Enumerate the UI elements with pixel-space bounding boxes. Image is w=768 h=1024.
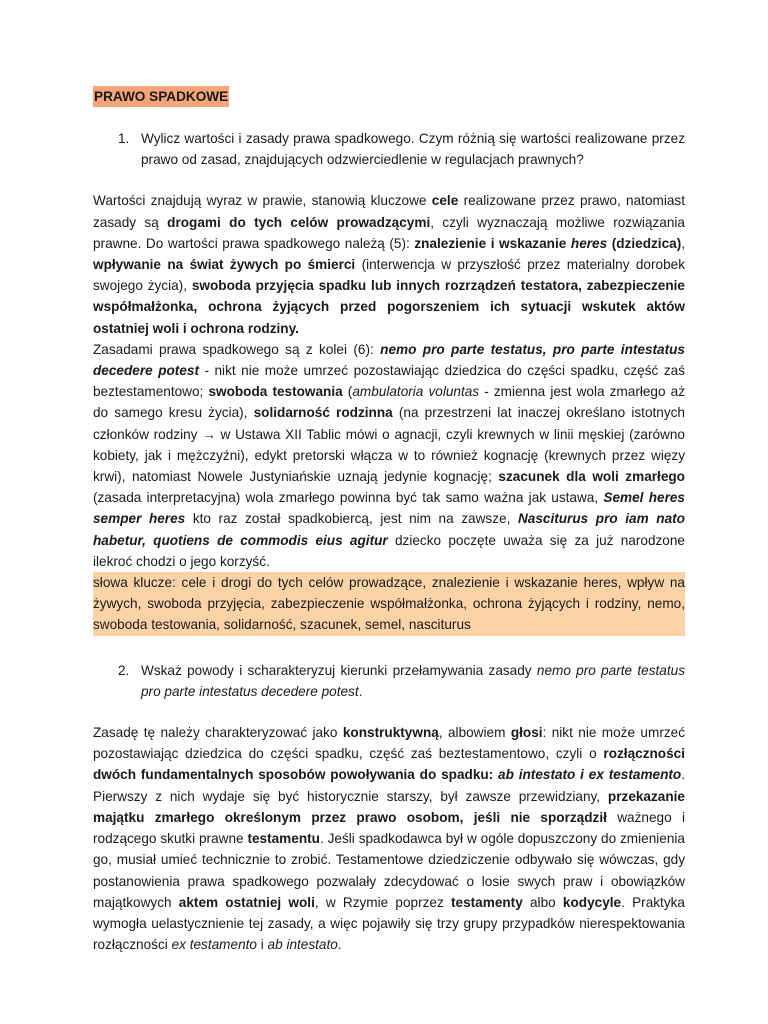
- keywords-highlight: słowa klucze: cele i drogi do tych celów prowadzące, znalezienie i wskazanie heres, wpływ na żywych, swoboda przyjęcia, zabezpieczenie współmałżonka, ochrona żyjących i rodziny, nemo, swoboda testowania, solidarność, szacunek, semel, nasciturus: [93, 572, 685, 636]
- p1-run: wpływanie na świat żywych po śmierci: [93, 257, 356, 273]
- question-1-number: 1.: [118, 131, 130, 146]
- p2-run: nemo pro parte testatus, pro parte intestatus decedere potest: [93, 341, 685, 379]
- paragraph-principles: [93, 339, 685, 572]
- question-2-text: Wskaż powody i scharakteryzuj kierunki przełamywania zasady nemo pro parte testatus pro parte intestatus decedere potest.: [141, 662, 685, 699]
- question-2-number: 2.: [118, 662, 130, 678]
- p3-run: Zasadę tę należy charakteryzować jako: [93, 725, 343, 741]
- title-wrap: [93, 86, 685, 108]
- question-1: [93, 128, 685, 170]
- p2-run: Nasciturus pro iam nato habetur, quotiens de commodis eius agitur: [93, 511, 685, 548]
- p2-run: solidarność rodzinna: [253, 405, 393, 421]
- p2-run: swoboda testowania: [208, 384, 343, 400]
- p2-run: szacunek dla woli zmarłego: [498, 469, 685, 485]
- p1-run: (interwencja w przyszłość przez materialny dorobek swojego życia): [93, 257, 685, 294]
- p3-run: , w Rzymie poprzez: [314, 894, 451, 910]
- p1-run: drogami do tych celów prowadzącymi: [167, 214, 431, 230]
- p1-run: heres: [570, 235, 608, 251]
- p1-run: znalezienie i wskazanie: [414, 235, 571, 251]
- p1-run: Wartości znajdują wyraz w prawie, stanowią kluczowe: [93, 193, 432, 209]
- p2-run: Semel heres semper heres: [93, 490, 685, 527]
- p3-run: . Pierwszy z nich wydaje się być historycznie starszy, był zawsze przewidziany,: [93, 767, 686, 804]
- p3-run: rozłączności dwóch fundamentalnych sposobów powoływania do spadku:: [93, 746, 685, 783]
- p1-run: cele: [431, 193, 459, 209]
- p1-run: (dziedzica): [607, 235, 682, 251]
- p3-run: ważnego i rodzącego skutki prawne: [93, 809, 685, 847]
- p2-run: (na przestrzeni lat inaczej określano istotnych członków rodziny → w Ustawa XII Tablic mówi o agnacji, czyli krewnych w linii męskiej (zarówno kobiety, jak i mężczyźni), edykt pretorski włącza w to również kognację (krewnych przez więzy krwi), natomiast Nowele Justyniańskie uznają jedynie kognację;: [93, 405, 685, 485]
- p2-run: Zasadami prawa spadkowego są z kolei (6):: [93, 341, 381, 357]
- p3-run: , albowiem: [438, 725, 511, 741]
- question-2: [93, 660, 685, 702]
- p1-run: , czyli wyznaczają możliwe rozwiązania prawne. Do wartości prawa spadkowego należą (5):: [93, 214, 685, 251]
- p3-run: i: [256, 937, 268, 953]
- p3-run: ab intestato: [267, 937, 338, 953]
- p2-run: kto raz został spadkobiercą, jest nim na zawsze,: [185, 511, 518, 527]
- p1-run: swoboda przyjęcia spadku lub innych rozrządzeń testatora, zabezpieczenie współmałżonka, ochrona żyjących przed pogorszeniem ich sytuacji wskutek aktów ostatniej woli i ochrona rodziny.: [93, 278, 685, 336]
- p1-run: ,: [681, 235, 686, 251]
- p3-run: .: [337, 937, 342, 953]
- page-title: PRAWO SPADKOWE: [93, 86, 229, 107]
- p3-run: albo: [522, 894, 563, 910]
- p3-run: . Jeśli spadkodawca był w ogóle dopuszczony do zmienienia go, musiał umieć technicznie to zrobić. Testamentowe dziedziczenie odbywało się wówczas, gdy postanowienia prawa spadkowego pozwalały zdecydować o losie swych praw i obowiązków majątkowych: [93, 831, 685, 910]
- p3-run: kodycyle: [562, 894, 622, 910]
- p1-run: realizowane przez prawo, natomiast zasady są: [93, 193, 685, 230]
- p2-run: (zasada interpretacyjna) wola zmarłego powinna być tak samo ważna jak ustawa,: [93, 490, 604, 506]
- paragraph-values: [93, 190, 685, 338]
- p3-run: przekazanie majątku zmarłego określonym przez prawo osobom, jeśli nie sporządził: [93, 788, 685, 825]
- p3-run: konstruktywną: [342, 725, 439, 741]
- p3-run: . Praktyka wymogła uelastycznienie tej zasady, a więc pojawiły się trzy grupy przypadków nierespektowania rozłączności: [93, 894, 685, 953]
- p3-run: testamenty: [451, 894, 523, 910]
- p3-run: ex testamento: [171, 937, 257, 953]
- p1-run: ,: [183, 278, 192, 294]
- p2-run: dziecko poczęte uważa się za już narodzone ilekroć chodzi o jego korzyść.: [93, 532, 685, 569]
- p3-run: ab intestato i ex testamento: [498, 767, 682, 783]
- p2-run: ambulatoria voluntas: [352, 384, 480, 400]
- p2-run: - nikt nie może umrzeć pozostawiając dziedzica do części spadku, część zaś beztestamentowo;: [93, 363, 685, 400]
- paragraph-nemo-principle: [93, 722, 685, 955]
- p3-run: aktem ostatniej woli: [178, 894, 315, 910]
- p3-run: testamentu: [247, 831, 320, 847]
- p3-run: głosi: [510, 725, 543, 741]
- question-1-text: Wylicz wartości i zasady prawa spadkowego. Czym różnią się wartości realizowane przez prawo od zasad, znajdujących odzwierciedlenie w regulacjach prawnych?: [141, 131, 685, 168]
- p3-run: : nikt nie może umrzeć pozostawiając dziedzica do części spadku, część zaś beztestamentowo, czyli o: [93, 725, 685, 762]
- p2-run: - zmienna jest wola zmarłego aż do samego kresu życia),: [93, 384, 686, 421]
- document-content: [93, 86, 685, 955]
- p2-run: (: [342, 384, 353, 400]
